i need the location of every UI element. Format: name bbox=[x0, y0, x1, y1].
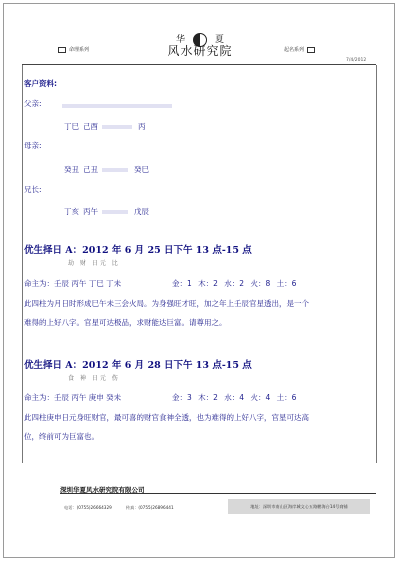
option-b-desc-line2: 位，终前可为巨富也。 bbox=[24, 432, 99, 441]
option-a-bazi: 命主为：壬辰 丙午 丁巳 丁未 bbox=[24, 279, 122, 288]
option-b-bazi: 命主为：壬辰 丙午 庚申 癸未 bbox=[24, 393, 122, 402]
box-icon bbox=[58, 47, 66, 53]
header-right-label: 起名系列 bbox=[284, 46, 315, 53]
box-icon bbox=[307, 47, 315, 53]
brand-title: 风水研究院 bbox=[167, 44, 233, 58]
son-label: 兄长: bbox=[24, 185, 42, 194]
footer-address: 地址：深圳市南山区海岸城文心五路鹏海台14号商铺 bbox=[228, 499, 370, 514]
father-redacted bbox=[62, 101, 172, 110]
footer-contact bbox=[64, 505, 188, 511]
brand-char-right: 夏 bbox=[215, 35, 225, 45]
son-pillars: 丁亥 丙午 戊辰 bbox=[64, 207, 149, 216]
option-b-desc-line1: 此四柱庚申日元身旺财官，最可喜的财官食神全透，也为难得的上好八字，官星可达高 bbox=[24, 413, 309, 422]
mother-label: 母亲: bbox=[24, 141, 42, 150]
footer-fax: 传真：(0755)26896441 bbox=[125, 505, 174, 510]
option-a-tengods: 劫 财 日元 比 bbox=[68, 260, 120, 267]
father-pillars: 丁巳 己酉 丙 bbox=[64, 122, 146, 131]
footer-phone: 电话：(0755)26664329 bbox=[64, 505, 112, 510]
brand-char-left: 华 bbox=[175, 35, 185, 45]
header-divider bbox=[22, 64, 376, 65]
client-heading: 客户资料: bbox=[24, 79, 57, 88]
footer-divider bbox=[60, 493, 376, 494]
option-b-elements: 金：3 木：2 水：4 火：4 土：6 bbox=[172, 393, 297, 402]
father-label: 父亲: bbox=[24, 99, 42, 108]
header-left-label: 命理系列 bbox=[58, 46, 89, 53]
option-a-elements: 金：1 木：2 水：2 火：8 土：6 bbox=[172, 279, 297, 288]
option-a-title: 优生择日 A：2012 年 6 月 25 日下午 13 点-15 点 bbox=[24, 245, 252, 256]
header-date: 7/4/2012 bbox=[346, 58, 367, 63]
option-a-desc-line1: 此四柱为月日时形成巳午未三会火局。为身强旺才旺，加之年上壬辰官星透出，是一个 bbox=[24, 299, 309, 308]
option-b-tengods: 食 神 日元 伤 bbox=[68, 375, 120, 382]
option-a-desc-line2: 难得的上好八字。官星可达极品，求财能达巨富。请尊用之。 bbox=[24, 318, 227, 327]
right-margin-line bbox=[376, 65, 377, 463]
mother-pillars: 癸丑 己丑 癸巳 bbox=[64, 165, 149, 174]
option-b-title: 优生择日 A：2012 年 6 月 28 日下午 13 点-15 点 bbox=[24, 360, 252, 371]
footer-company: 深圳华夏风水研究院有限公司 bbox=[60, 486, 145, 494]
left-margin-line bbox=[22, 65, 23, 463]
